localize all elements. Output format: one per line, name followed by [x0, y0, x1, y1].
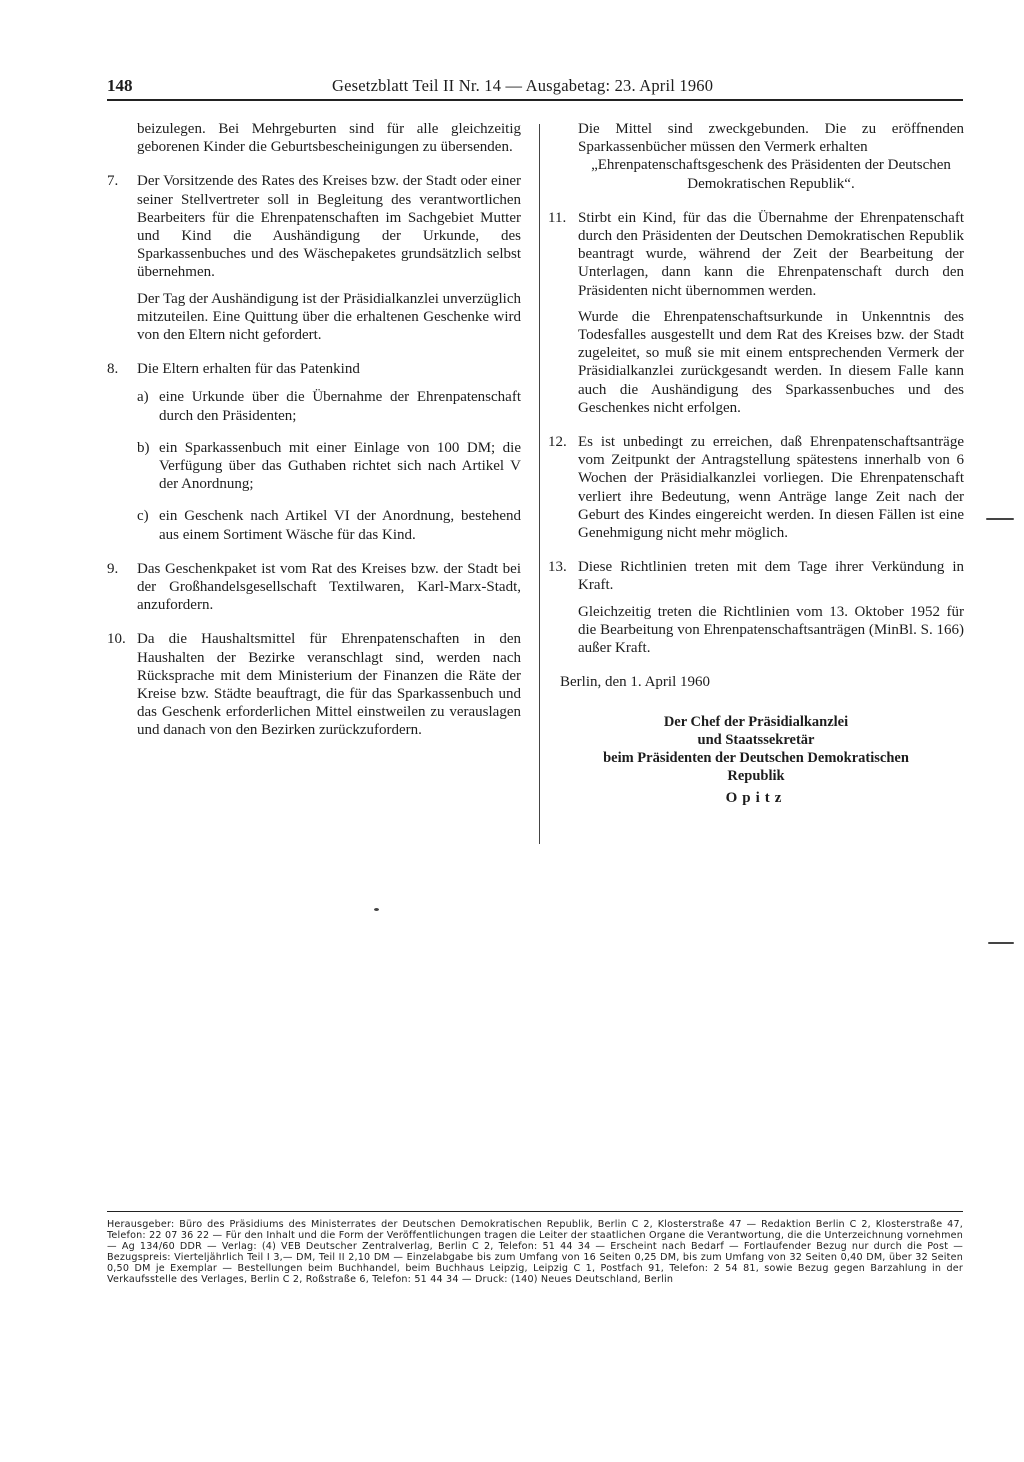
quoted-note: „Ehrenpatenschaftsgeschenk des Präsidenten der Deutschen Demokratischen Republik“.: [591, 157, 951, 192]
signature-block: [548, 713, 964, 785]
subitem-c: [137, 507, 521, 543]
subitem-text: ein Sparkassenbuch mit einer Einlage von 100 DM; die Verfügung über das Guthaben richtet sich nach Artikel V der Anordnung;: [159, 439, 521, 493]
section-10: [107, 630, 521, 739]
running-title: Gesetzblatt Teil II Nr. 14 — Ausgabetag: 23. April 1960: [332, 76, 714, 95]
right-column: [548, 120, 964, 808]
imprint-rule: [107, 1211, 963, 1212]
signatory-title-line: beim Präsidenten der Deutschen Demokratischen: [603, 750, 909, 767]
subitem-a: [137, 388, 521, 424]
section-12: [548, 433, 964, 542]
paragraph: Wurde die Ehrenpatenschaftsurkunde in Unkenntnis des Todesfalles ausgestellt und dem Rat des Kreises bzw. der Stadt zugeleitet, so muß sie mit einem entsprechenden Vermerk der Präsidialkanzlei zurückgesandt werden. In diesem Falle kann auch die Aushändigung des Sparkassenbuches und des Geschenkes nicht erfolgen.: [578, 308, 964, 416]
section-8: [107, 360, 521, 544]
section-11: [548, 209, 964, 417]
paragraph: Da die Haushaltsmittel für Ehrenpatenschaften in den Haushalten der Bezirke veranschlagt sind, werden nach Rücksprache mit dem Ministerium der Finanzen die Räte der Kreise bzw. Städte beauftragt, die für das Sparkassenbuch und das Geschenk erforderlichen Mittel einstweilen zu verauslagen und danach von den Bezirken zurückzufordern.: [137, 631, 521, 739]
print-speck: [374, 908, 379, 911]
place-and-date: Berlin, den 1. April 1960: [560, 674, 710, 691]
section-number: 7.: [107, 173, 119, 190]
subitem-b: [137, 439, 521, 494]
paragraph: Der Tag der Aushändigung ist der Präsidialkanzlei unverzüglich mitzuteilen. Eine Quittung über die erhaltenen Geschenke wird von den Eltern nicht gefordert.: [137, 290, 521, 344]
paragraph: Gleichzeitig treten die Richtlinien vom 13. Oktober 1952 für die Bearbeitung von Ehrenpatenschaftsanträgen (MinBl. S. 166) außer Kraft.: [578, 603, 964, 657]
publisher-imprint: Herausgeber: Büro des Präsidiums des Ministerrates der Deutschen Demokratischen Republik, Berlin C 2, Klosterstraße 47 — Redaktion Berlin C 2, Klosterstraße 47, Telefon: 22 07 36 22 — Für den Inhalt und die Form der Veröffentlichungen tragen die Leiter der staatlichen Organe die Verantwortung, die die Unterzeichnung vornehmen — Ag 134/60 DDR — Verlag: (4) VEB Deutscher Zentralverlag, Berlin C 2, Telefon: 51 44 34 — Erscheint nach Bedarf — Fortlaufender Bezug nur durch die Post — Bezugspreis: Vierteljährlich Teil I 3,— DM, Teil II 2,10 DM — Einzelabgabe bis zum Umfang von 16 Seiten 0,25 DM, bis zum Umfang von 32 Seiten 0,40 DM, über 32 Seiten 0,50 DM je Exemplar — Bestellungen beim Buchhandel, beim Buchhaus Leipzig, Leipzig C 1, Postfach 91, Telefon: 2 54 81, sowie Bezug gegen Barzahlung in der Verkaufsstelle des Verlages, Berlin C 2, Roßstraße 6, Telefon: 51 44 34 — Druck: (140) Neues Deutschland, Berlin: [107, 1219, 963, 1285]
continued-text: [107, 120, 521, 156]
left-column: [107, 120, 521, 756]
subitem-letter: a): [137, 389, 149, 406]
column-divider: [539, 124, 540, 844]
signatory-title-line: Republik: [727, 768, 785, 785]
section-7: [107, 172, 521, 344]
continued-section-10: [548, 120, 964, 193]
signatory-title-line: Der Chef der Präsidialkanzlei: [663, 714, 849, 731]
subitem-text: eine Urkunde über die Übernahme der Ehrenpatenschaft durch den Präsidenten;: [159, 389, 521, 424]
section-number: 10.: [107, 631, 126, 648]
signatory-title-line: und Staatssekretär: [697, 732, 815, 749]
section-9: [107, 560, 521, 615]
section-number: 11.: [548, 209, 567, 226]
paragraph: Es ist unbedingt zu erreichen, daß Ehrenpatenschaftsanträge vom Zeitpunkt der Antragstellung spätestens innerhalb von 6 Wochen der Präsidialkanzlei vorliegen. Die Ehrenpatenschaft verliert ihre Bedeutung, wenn Anträge lange Zeit nach der Geburt des Kindes eingereicht werden. In diesen Fällen ist eine Genehmigung nicht mehr möglich.: [578, 434, 964, 542]
print-speck: [988, 942, 1014, 944]
subitem-letter: c): [137, 508, 149, 525]
section-13: [548, 558, 964, 657]
paragraph: Das Geschenkpaket ist vom Rat des Kreises bzw. der Stadt bei der Großhandelsgesellschaft Textilwaren, Karl-Marx-Stadt, anzufordern.: [137, 560, 521, 614]
section-number: 13.: [548, 559, 567, 576]
header-rule: [107, 99, 963, 101]
paragraph: Der Vorsitzende des Rates des Kreises bzw. der Stadt oder einer seiner Stellvertreter soll in Begleitung des verantwortlichen Bearbeiters für die Ehrenpatenschaften im Sachgebiet Mutter und Kind die Aushändigung der Urkunde, des Sparkassenbuches und des Wäschepaketes grundsätzlich selbst übernehmen.: [137, 173, 521, 281]
paragraph: Die Eltern erhalten für das Patenkind: [137, 361, 360, 378]
paragraph: Stirbt ein Kind, für das die Übernahme der Ehrenpatenschaft durch den Präsidenten der Deutschen Demokratischen Republik beantragt wurde, während der Zeit der Bearbeitung der Unterlagen, dann kann die Ehrenpatenschaft durch den Präsidenten nicht übernommen werden.: [578, 209, 964, 299]
intro-paragraph: beizulegen. Bei Mehrgeburten sind für alle gleichzeitig geborenen Kinder die Geburtsbescheinigungen zu übersenden.: [137, 121, 521, 156]
section-number: 12.: [548, 434, 567, 451]
section-number: 8.: [107, 361, 119, 378]
page-number: 148: [107, 76, 133, 95]
subitem-text: ein Geschenk nach Artikel VI der Anordnung, bestehend aus einem Sortiment Wäsche für das Kind.: [159, 508, 521, 543]
section-number: 9.: [107, 560, 119, 577]
signatory-name: Opitz: [725, 790, 787, 807]
paragraph: Die Mittel sind zweckgebunden. Die zu eröffnenden Sparkassenbücher müssen den Vermerk erhalten: [578, 121, 964, 156]
print-speck: [986, 518, 1014, 520]
subitem-letter: b): [137, 439, 150, 456]
paragraph: Diese Richtlinien treten mit dem Tage ihrer Verkündung in Kraft.: [578, 559, 964, 594]
